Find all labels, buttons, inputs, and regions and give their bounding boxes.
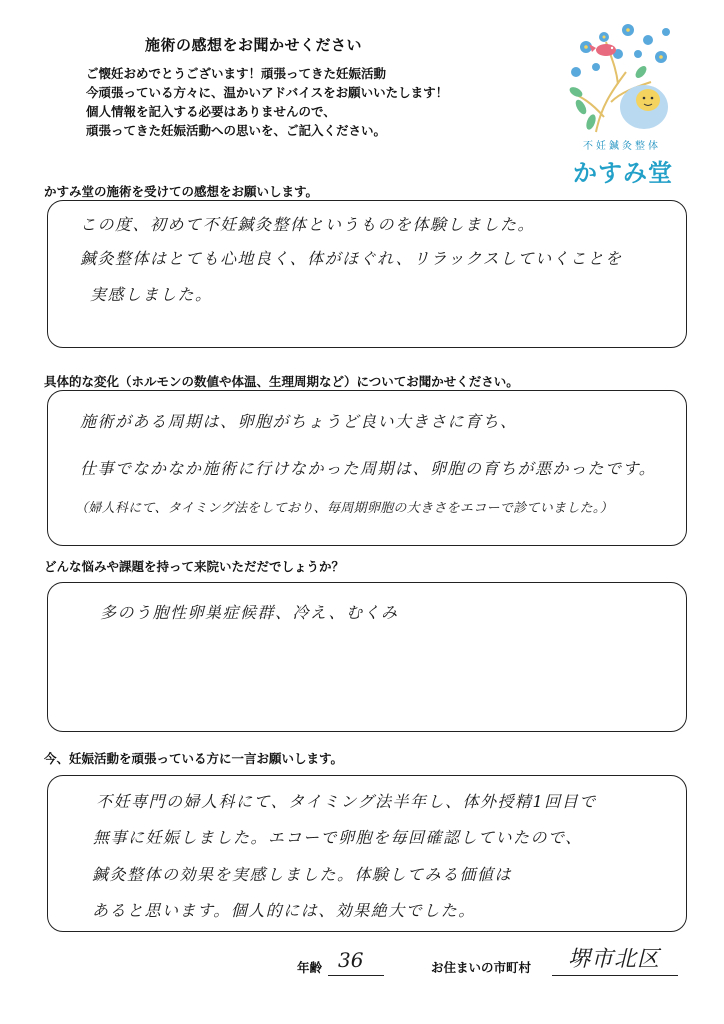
- answer-line: 多のう胞性卵巣症候群、冷え、むくみ: [100, 603, 399, 622]
- question-label-message: 今、妊娠活動を頑張っている方に一言お願いします。: [44, 751, 344, 766]
- form-intro: [86, 64, 556, 140]
- city-underline: [552, 975, 678, 976]
- answer-line: （婦人科にて、タイミング法をしており、毎周期卵胞の大きさをエコーで診ていました。）: [75, 501, 614, 516]
- bird-icon: [589, 44, 616, 56]
- intro-line: 頑張ってきた妊娠活動への思いを、ご記入ください。: [86, 123, 387, 138]
- intro-line: 個人情報を記入する必要はありませんので、: [86, 104, 336, 119]
- age-underline: [328, 975, 384, 976]
- age-label: 年齢: [297, 960, 323, 975]
- form-title: 施術の感想をお聞かせください: [145, 36, 363, 54]
- intro-line: 今頑張っている方々に、温かいアドバイスをお願いいたします！: [86, 85, 449, 100]
- answer-line: 実感しました。: [90, 285, 213, 304]
- question-label-changes: 具体的な変化（ホルモンの数値や体温、生理周期など）についてお聞かせください。: [44, 374, 519, 389]
- flower-blossoms: [571, 24, 670, 77]
- baby-egg-icon: [620, 85, 668, 129]
- answer-line: 仕事でなかなか施術に行けなかった周期は、卵胞の育ちが悪かったです。: [80, 459, 657, 478]
- answer-line: 鍼灸整体はとても心地良く、体がほぐれ、リラックスしていくことを: [80, 249, 623, 268]
- logo-subtitle: 不妊鍼灸整体: [583, 141, 661, 152]
- intro-line: ご懐妊おめでとうございます！頑張ってきた妊娠活動: [86, 66, 387, 81]
- answer-line: あると思います。個人的には、効果絶大でした。: [92, 901, 476, 920]
- city-value: 堺市北区: [568, 947, 661, 972]
- logo-name: かすみ堂: [573, 159, 673, 187]
- answer-line: この度、初めて不妊鍼灸整体というものを体験しました。: [80, 215, 536, 234]
- question-label-concerns: どんな悩みや課題を持って来院いただだでしょうか？: [44, 559, 345, 574]
- age-value: 36: [338, 948, 364, 972]
- answer-line: 施術がある周期は、卵胞がちょうど良い大きさに育ち、: [80, 412, 518, 431]
- question-label-impressions: かすみ堂の施術を受けての感想をお願いします。: [44, 184, 319, 199]
- answer-line: 鍼灸整体の効果を実感しました。体験してみる価値は: [92, 865, 513, 884]
- answer-line: 不妊専門の婦人科にて、タイミング法半年し、体外授精1回目で: [96, 792, 597, 811]
- answer-line: 無事に妊娠しました。エコーで卵胞を毎回確認していたので、: [93, 828, 583, 847]
- city-label: お住まいの市町村: [431, 960, 532, 975]
